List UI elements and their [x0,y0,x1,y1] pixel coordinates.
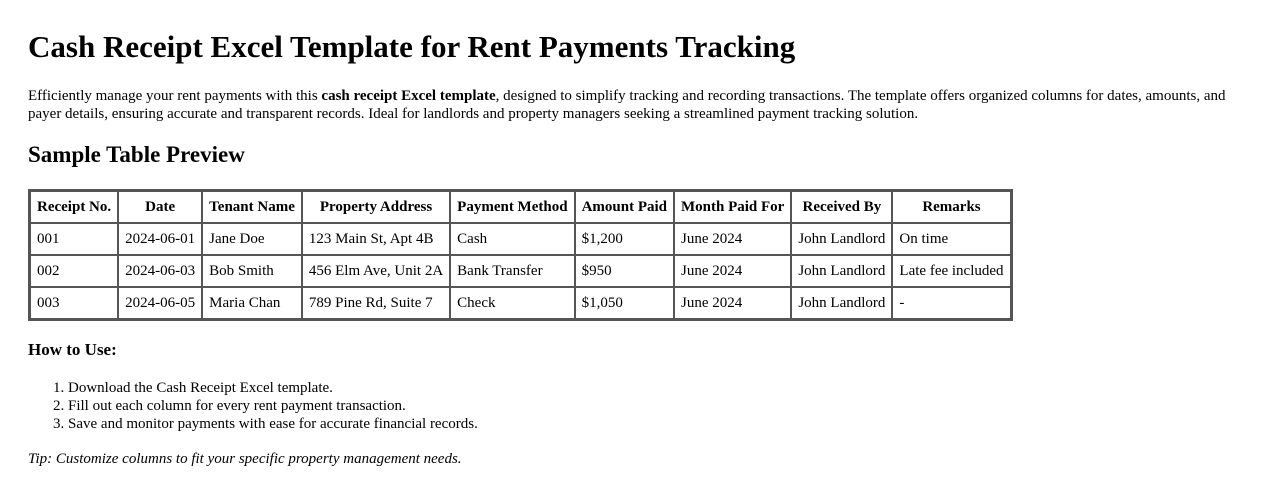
column-header: Tenant Name [202,191,302,223]
page-title: Cash Receipt Excel Template for Rent Payments Tracking [28,29,796,64]
table-cell: - [892,287,1010,319]
list-item: 2. Fill out each column for every rent payment transaction. [68,397,478,415]
tip-text: Tip: Customize columns to fit your specific property management needs. [28,451,462,467]
table-cell: Late fee included [892,255,1010,287]
table-cell: June 2024 [674,223,791,255]
table-cell: 123 Main St, Apt 4B [302,223,450,255]
preview-heading: Sample Table Preview [28,142,245,167]
table-cell: Bank Transfer [450,255,574,287]
table-row [30,223,1011,255]
intro-text-before: Efficiently manage your rent payments with this [28,88,322,104]
table-cell: 789 Pine Rd, Suite 7 [302,287,450,319]
table-cell: 2024-06-05 [118,287,202,319]
list-item: 3. Save and monitor payments with ease for accurate financial records. [68,415,478,433]
column-header: Amount Paid [575,191,674,223]
column-header: Receipt No. [30,191,118,223]
table-cell: 003 [30,287,118,319]
list-item: 1. Download the Cash Receipt Excel template. [68,379,478,397]
table-cell: $950 [575,255,674,287]
table-row [30,255,1011,287]
column-header: Date [118,191,202,223]
table-cell: 002 [30,255,118,287]
table-cell: Cash [450,223,574,255]
sample-table [28,189,1013,321]
column-header: Remarks [892,191,1010,223]
table-cell: 456 Elm Ave, Unit 2A [302,255,450,287]
table-cell: June 2024 [674,255,791,287]
column-header: Payment Method [450,191,574,223]
table-cell: Maria Chan [202,287,302,319]
column-header: Property Address [302,191,450,223]
table-header-row [30,191,1011,223]
table-cell: $1,200 [575,223,674,255]
intro-text-bold: cash receipt Excel template [321,88,496,104]
table-cell: Check [450,287,574,319]
intro-paragraph [28,87,1238,123]
table-cell: June 2024 [674,287,791,319]
column-header: Received By [791,191,892,223]
table-cell: On time [892,223,1010,255]
table-cell: John Landlord [791,223,892,255]
how-to-steps [28,379,478,433]
how-to-heading: How to Use: [28,340,117,359]
table-cell: John Landlord [791,287,892,319]
intro-text-after: , designed to simplify tracking and recording transactions. The template offers organized columns for dates, amounts, and payer details, ensuring accurate and transparent records. Ideal for landlords and property managers seeking a streamlined payment tracking solution. [28,88,1226,122]
column-header: Month Paid For [674,191,791,223]
table-cell: Jane Doe [202,223,302,255]
table-cell: $1,050 [575,287,674,319]
table-cell: John Landlord [791,255,892,287]
table-cell: 001 [30,223,118,255]
table-cell: 2024-06-01 [118,223,202,255]
table-cell: 2024-06-03 [118,255,202,287]
table-row [30,287,1011,319]
table-cell: Bob Smith [202,255,302,287]
